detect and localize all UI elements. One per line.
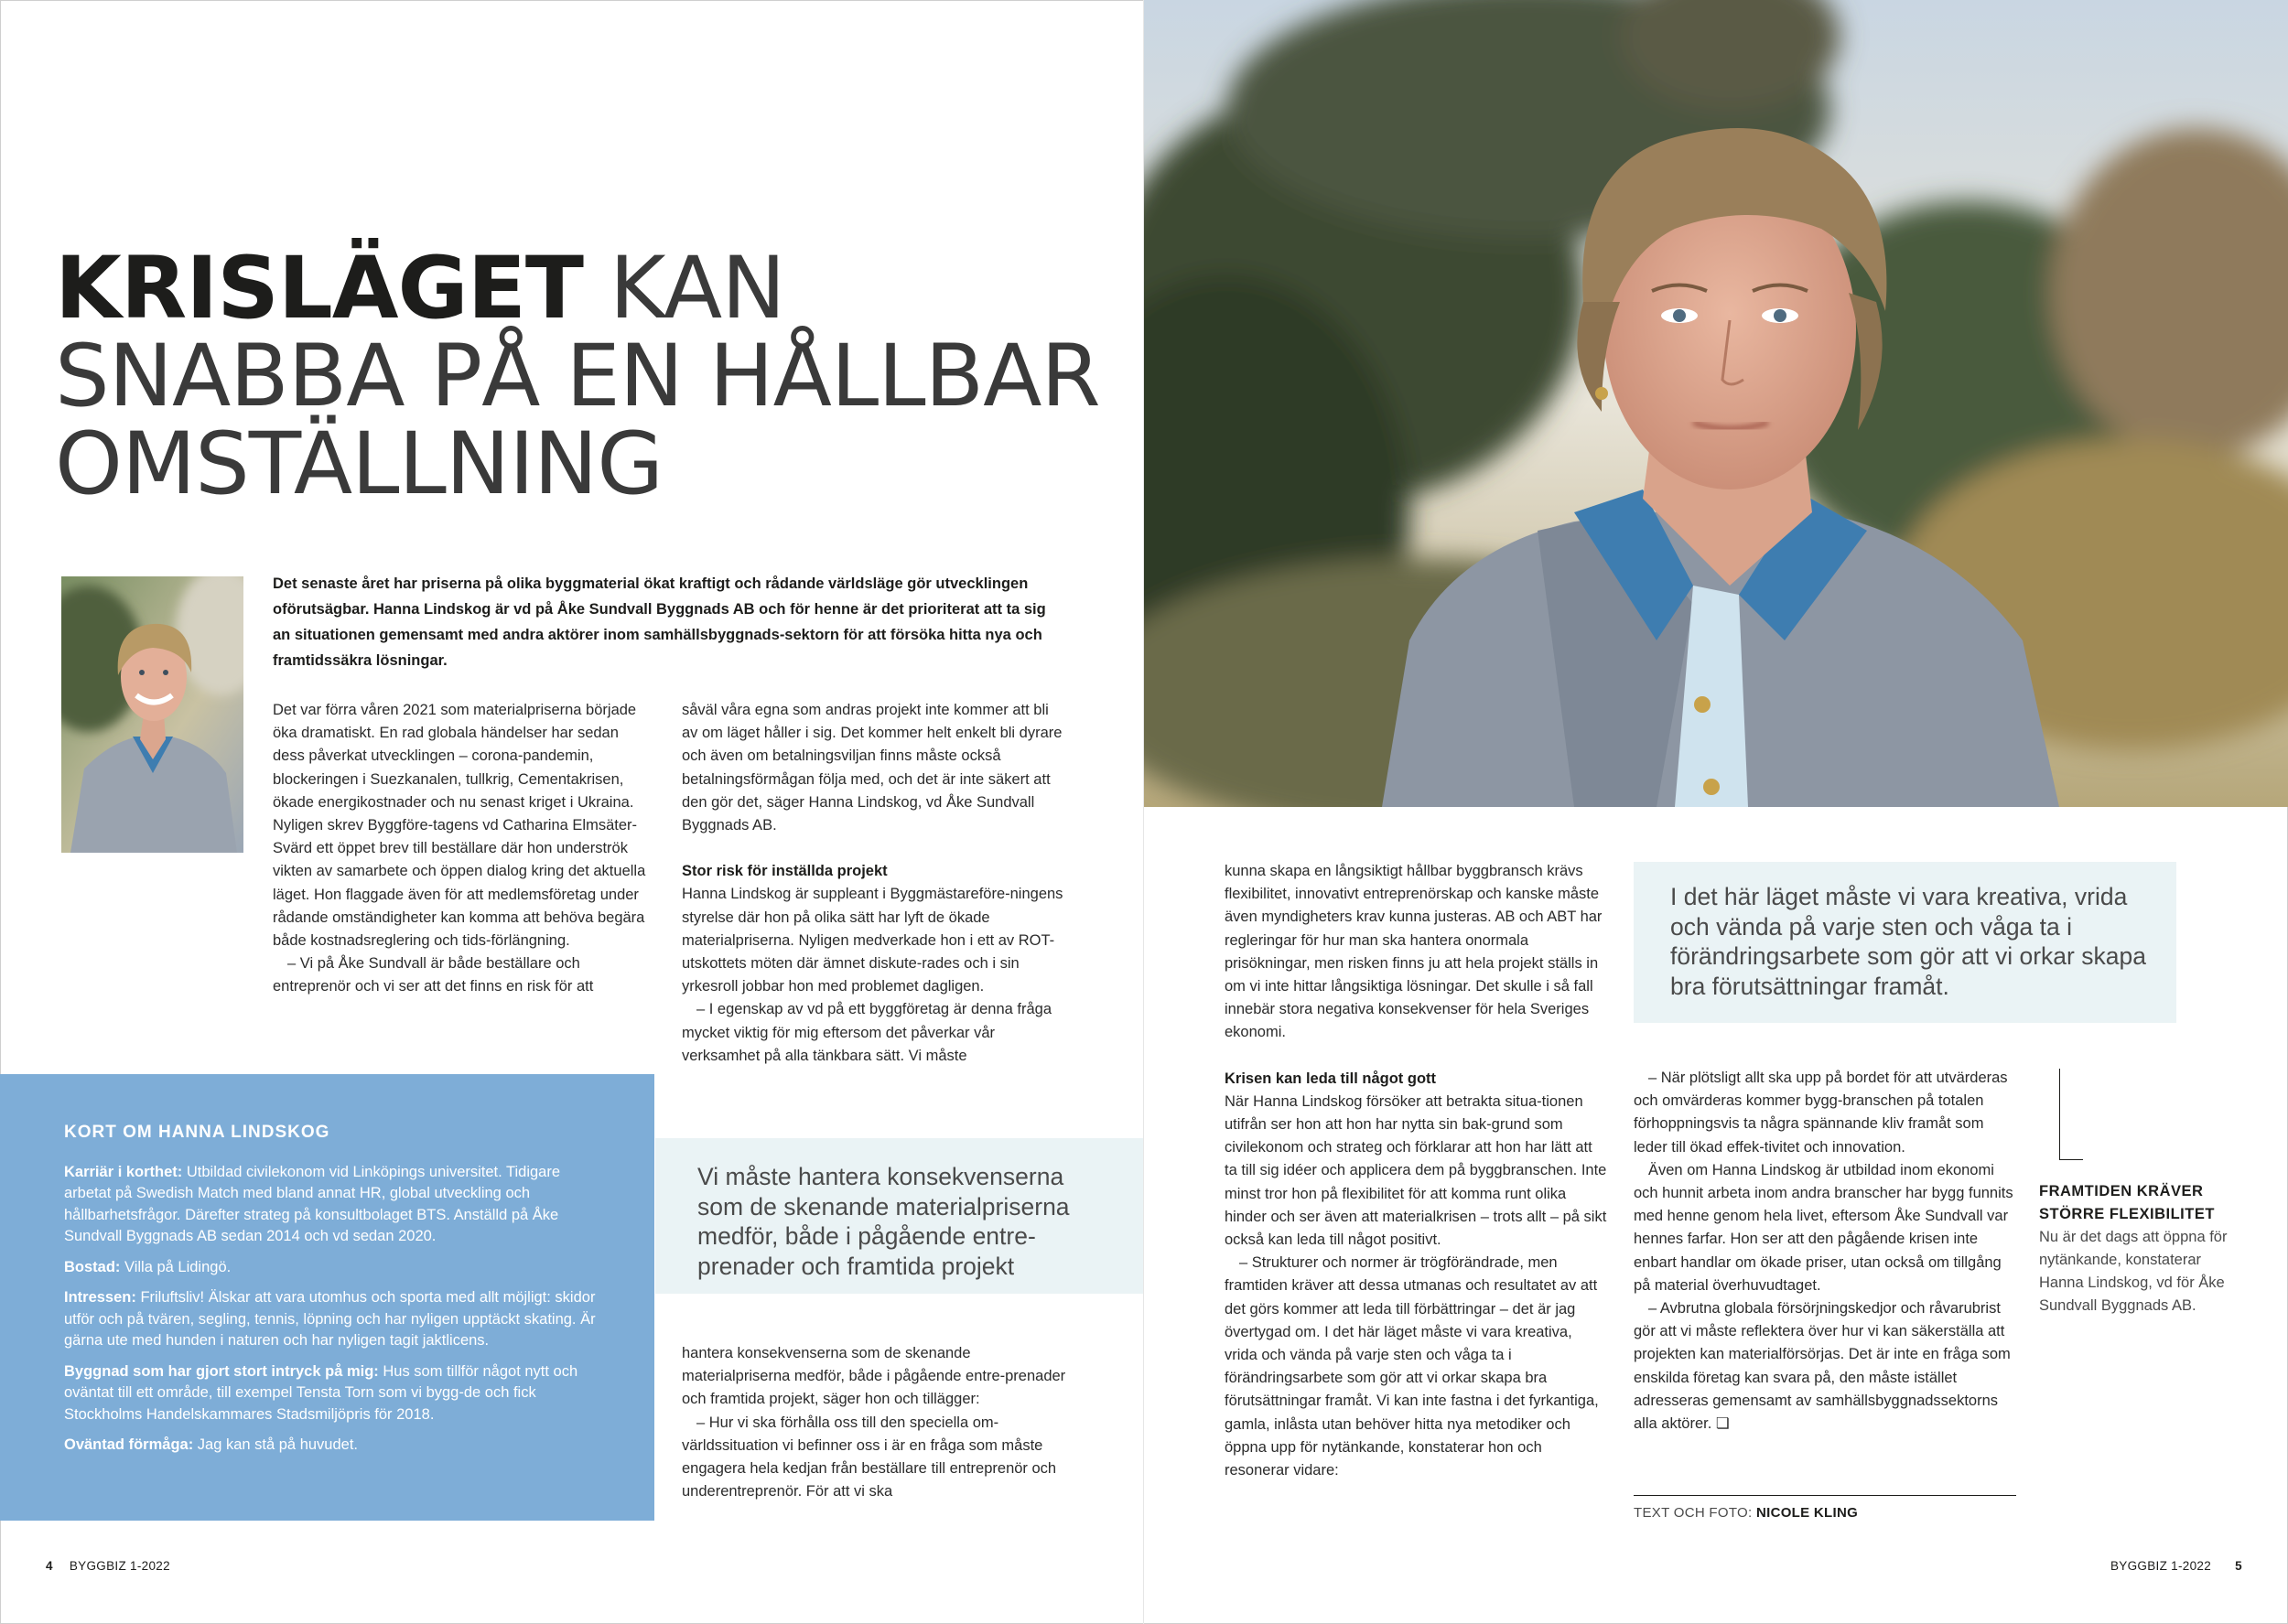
body-column-3 — [1225, 860, 1609, 1482]
fact-label: Karriär i korthet: — [64, 1163, 183, 1180]
subheading: Krisen kan leda till något gott — [1225, 1070, 1437, 1087]
body-paragraph: hantera konsekvenserna som de skenande materialpriserna medför, både i pågående entre-prenader och framtida projekt, säger hon och tillägger: — [682, 1345, 1066, 1408]
body-paragraph: – Strukturer och normer är trögförändrade, men framtiden kräver att dessa utmanas och resultatet av att det görs kommer att leda till förbättringar – det är jag övertygad om. I det här läget måste vi vara kreativa, vrida och vända på varje sten och våga ta i förändringsarbete som gör att vi orkar skapa bra förutsättningar framåt. Vi kan inte fastna i det fyrkantiga, gamla, inlåsta utan behöver hitta nya metodiker och öppna upp för nytänkande, konstaterar hon och resonerar vidare: — [1225, 1254, 1599, 1479]
caption-title: FRAMTIDEN KRÄVER STÖRRE FLEXIBILITET — [2039, 1183, 2215, 1222]
pull-quote-1 — [655, 1138, 1143, 1294]
page-number: 4 — [46, 1559, 53, 1573]
fact-label: Byggnad som har gjort stort intryck på mig: — [64, 1362, 379, 1380]
pull-quote-text: I det här läget måste vi vara kreativa, vrida och vända på varje sten och våga ta i förändringsarbete som gör att vi orkar skapa bra förutsättningar framåt. — [1670, 883, 2146, 1000]
byline-credit — [1634, 1505, 1858, 1521]
folio-left — [46, 1559, 170, 1573]
body-paragraph: Det var förra våren 2021 som materialpriserna började öka dramatiskt. En rad globala händelser har sedan dess påverkat utvecklingen – corona-pandemin, blockeringen i Suezkanalen, tullkrig, Cementakrisen, ökade energikostnader och nu senast kriget i Ukraina. Nyligen skrev Byggföre-tagens vd Catharina Elmsäter-Svärd ett öppet brev till beställare där hon underströk vikten av samarbete och öppen dialog kring det aktuella läget. Hon flaggade även för att medlemsföretag under rådande omständigheter kan komma att behöva begära både kostnadsreglering och tids-förlängning. — [273, 702, 646, 950]
fact-text: Friluftsliv! Älskar att vara utomhus och sporta med allt möjligt: skidor utför och på tvären, segling, tennis, löpning och har nyligen upptäckt skating. Är gärna ute med hunden i naturen och har nyligen tagit jaktlicens. — [64, 1289, 596, 1349]
body-column-2b — [682, 1342, 1066, 1503]
fact-item — [64, 1162, 604, 1248]
body-column-4 — [1634, 1067, 2018, 1436]
pull-quote-text: Vi måste hantera konsekvenserna som de skenande materialpriserna medför, både i pågående entre-prenader och framtida projekt — [697, 1163, 1070, 1280]
body-column-2 — [682, 699, 1066, 1068]
fact-box-title: KORT OM HANNA LINDSKOG — [64, 1123, 330, 1142]
lead-paragraph: Det senaste året har priserna på olika byggmaterial ökat kraftigt och rådande världsläge gör utvecklingen oförutsägbar. Hanna Lindskog är vd på Åke Sundvall Byggnads AB och för henne är det prioriterat att ta sig an situationen gemensamt med andra aktörer inom samhällsbyggnads-sektorn för att försöka hitta nya och framtidssäkra lösningar. — [273, 575, 1046, 669]
headline-line-2: SNABBA PÅ EN HÅLLBAR — [55, 327, 1100, 426]
folio-right — [2110, 1559, 2242, 1573]
fact-item — [64, 1435, 604, 1457]
small-portrait-photo — [61, 576, 243, 853]
body-paragraph: Även om Hanna Lindskog är utbildad inom ekonomi och hunnit arbeta inom andra branscher har bygg funnits med henne genom hela livet, eftersom Åke Sundvall var hennes farfar. Hon ser att den pågående krisen inte enbart handlar om ökade priser, utan också om tillgång på material överhuvudtaget. — [1634, 1161, 2013, 1294]
body-paragraph: kunna skapa en långsiktigt hållbar byggbransch krävs flexibilitet, innovativt entreprenörskap och kanske måste även myndigheters krav kunna justeras. AB och ABT har regleringar för hur man ska hantera onormala prisökningar, men risken finns ju att hela projekt ställs in om vi inte hittar långsiktiga lösningar. Det skulle i så fall innebär stora negativa konsekvenser för hela Sveriges ekonomi. — [1225, 863, 1603, 1041]
fact-text: Jag kan stå på huvudet. — [193, 1436, 358, 1453]
subheading: Stor risk för inställda projekt — [682, 863, 888, 880]
fact-text: Hus som tillför något nytt och oväntat till ett område, till exempel Tensta Torn som vi bygg-de och fick Stockholms Handelskammares Stadsmiljöpris för 2018. — [64, 1362, 578, 1423]
headline-bold: KRISLÄGET — [55, 239, 584, 339]
fact-text: Villa på Lidingö. — [120, 1258, 232, 1275]
caption-text: Nu är det dags att öppna för nytänkande, konstaterar Hanna Lindskog, vd för Åke Sundvall Byggnads AB. — [2039, 1229, 2228, 1314]
body-paragraph: – Vi på Åke Sundvall är både beställare och entreprenör och vi ser att det finns en risk för att — [273, 955, 594, 995]
fact-label: Oväntad förmåga: — [64, 1436, 194, 1453]
fact-item — [64, 1287, 604, 1352]
fact-box — [0, 1074, 654, 1521]
fact-label: Intressen: — [64, 1289, 136, 1306]
headline-line-3: OMSTÄLLNING — [55, 414, 664, 514]
caption-pointer-line — [2059, 1159, 2083, 1160]
body-paragraph: såväl våra egna som andras projekt inte kommer att bli av om läget håller i sig. Det kommer helt enkelt bli dyrare och även om betalningsviljan finns måste också betalningsförmågan följa med, och det är inte säkert att den gör det, säger Hanna Lindskog, vd Åke Sundvall Byggnads AB. — [682, 702, 1063, 834]
magazine-name: BYGGBIZ 1-2022 — [69, 1559, 170, 1573]
headline — [55, 239, 1107, 514]
body-paragraph: – I egenskap av vd på ett byggföretag är denna fråga mycket viktig för mig eftersom det påverkar vår verksamhet på alla tänkbara sätt. Vi måste — [682, 1001, 1052, 1064]
body-column-1 — [273, 699, 648, 999]
pull-quote-2 — [1634, 862, 2176, 1023]
main-portrait-photo — [1144, 0, 2288, 807]
fact-label: Bostad: — [64, 1258, 121, 1275]
fact-text: Utbildad civilekonom vid Linköpings universitet. Tidigare arbetat på Swedish Match med bland annat HR, global utveckling och hållbarhetsfrågor. Därefter strateg på konsultbolaget BTS. Anställd på Åke Sundvall Byggnads AB sedan 2014 och vd sedan 2020. — [64, 1163, 561, 1244]
credit-name: NICOLE KLING — [1755, 1505, 1859, 1521]
body-paragraph: – När plötsligt allt ska upp på bordet för att utvärderas och omvärderas kommer bygg-branschen på totalen förhoppningsvis ta några spännande kliv framåt som leder till ökad effek-tivitet och innovation. — [1634, 1070, 2008, 1156]
body-paragraph: – Hur vi ska förhålla oss till den speciella om-världssituation vi befinner oss i är en fråga som måste engagera hela kedjan från beställare till entreprenör och underentreprenör. För att vi ska — [682, 1414, 1057, 1500]
page-number: 5 — [2235, 1559, 2242, 1573]
body-paragraph: – Avbrutna globala försörjningskedjor och råvarubrist gör att vi måste reflektera över hur vi kan säkerställa att projekten kan materialförsörjas. Det är inte en fråga som enskilda företag kan svara på, den måste istället adresseras gemensamt av samhällsbyggnadssektorns alla aktörer. ❏ — [1634, 1300, 2011, 1433]
fact-item — [64, 1361, 604, 1426]
headline-rest: KAN — [583, 239, 785, 339]
caption-pointer-line — [2059, 1069, 2060, 1160]
credit-label: TEXT OCH FOTO: — [1634, 1505, 1753, 1521]
body-paragraph: Hanna Lindskog är suppleant i Byggmästareföre-ningens styrelse där hon på olika sätt har lyft de ökade materialpriserna. Nyligen medverkade hon i ett av ROT-utskottets möten där ämnet diskute-rades och i sin yrkesroll jobbar hon med problemet dagligen. — [682, 886, 1063, 995]
photo-caption — [2039, 1180, 2250, 1317]
fact-item — [64, 1257, 604, 1279]
magazine-name: BYGGBIZ 1-2022 — [2110, 1559, 2211, 1573]
body-paragraph: När Hanna Lindskog försöker att betrakta situa-tionen utifrån ser hon att hon har nytta sin bak-grund som civilekonom och strateg och förklarar att hon har lätt att ta till sig idéer och applicera dem på byggbranschen. Inte minst tror hon på flexibilitet för att komma runt olika hinder och ser även att materialkrisen – trots allt – på sikt också kan leda till något positivt. — [1225, 1092, 1607, 1249]
credit-rule — [1634, 1495, 2016, 1496]
